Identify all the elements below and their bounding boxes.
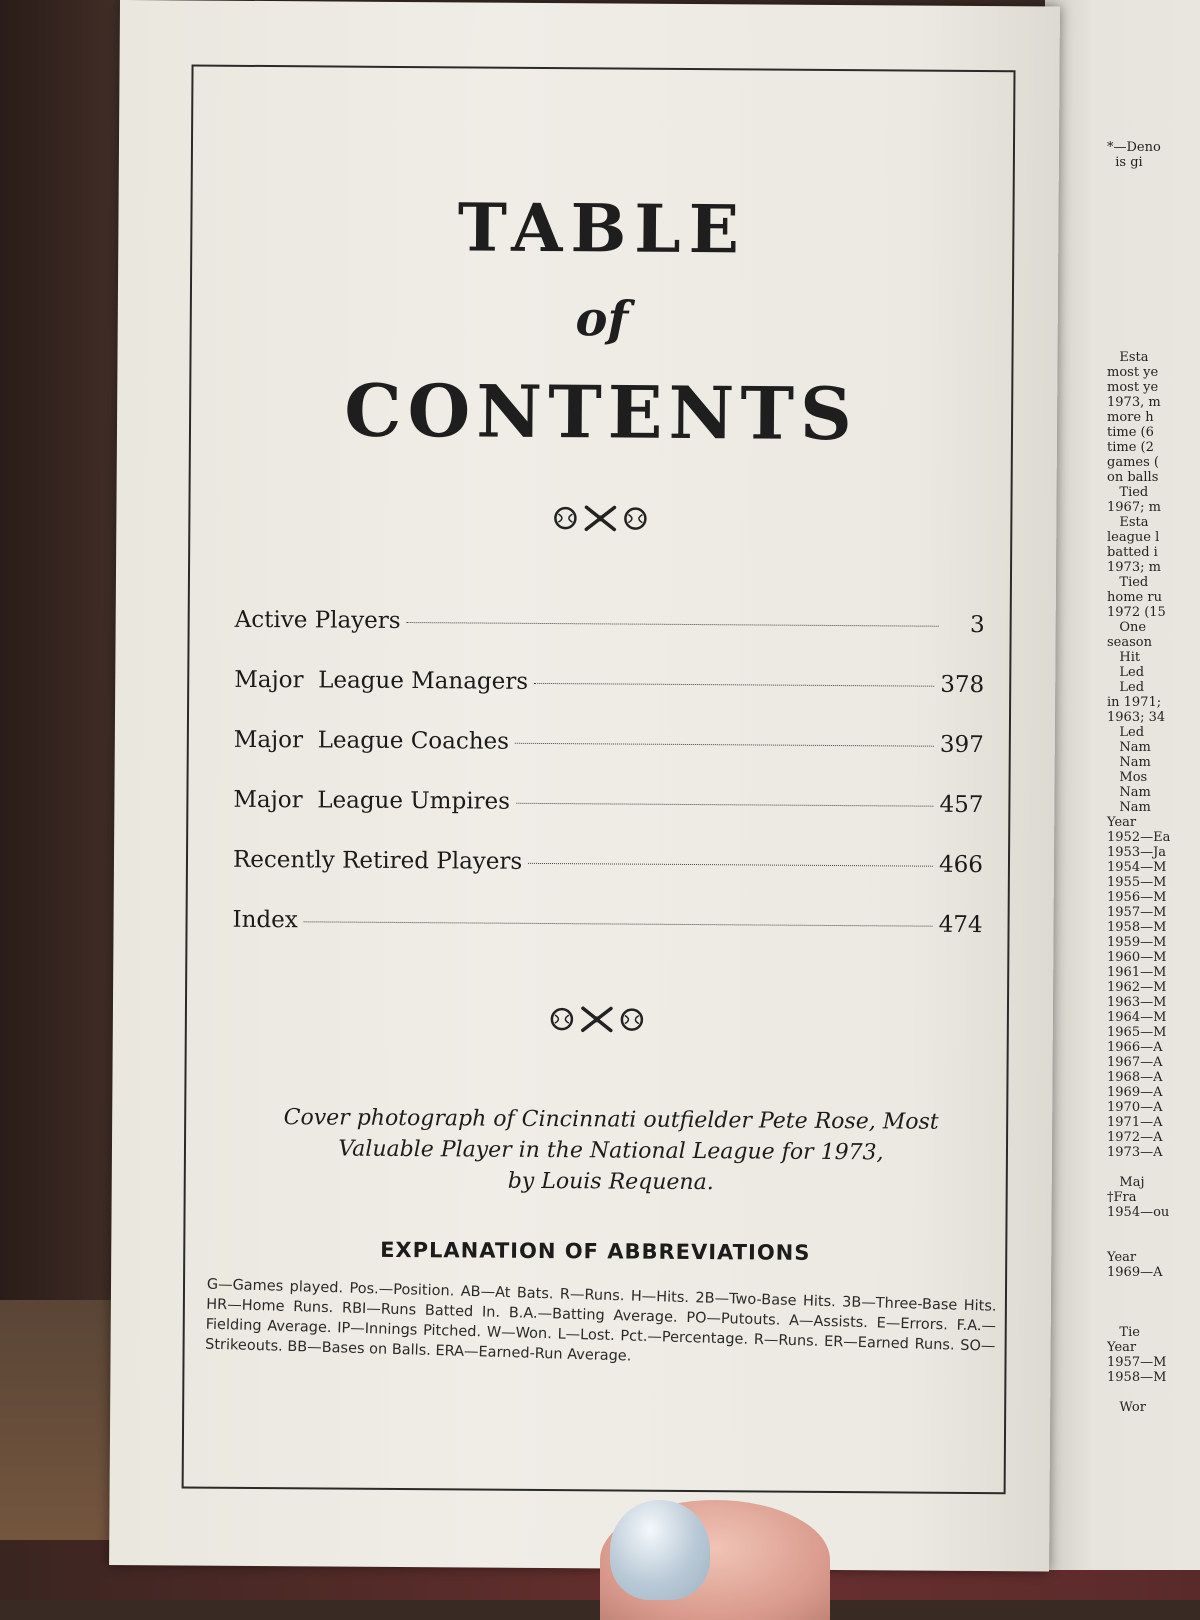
title-table: TABLE — [457, 188, 748, 269]
toc-list — [232, 607, 984, 972]
toc-entry-page: 474 — [938, 911, 983, 939]
toc-entry-label: Major League Coaches — [233, 726, 510, 755]
caption-line: Valuable Player in the National League for 1973, — [338, 1136, 884, 1166]
toc-entry — [233, 787, 983, 852]
caption-line: by Louis Requena. — [507, 1168, 714, 1196]
toc-dot-leader — [407, 622, 939, 627]
toc-entry-label: Index — [232, 906, 298, 934]
right-page — [1045, 0, 1200, 1570]
toc-entry-page: 378 — [940, 671, 985, 699]
toc-entry-page: 397 — [939, 731, 984, 759]
baseball-bats-icon — [549, 1004, 645, 1035]
baseball-bats-icon — [552, 503, 648, 534]
toc-entry — [233, 847, 983, 912]
toc-dot-leader — [534, 683, 934, 687]
toc-dot-leader — [516, 803, 933, 807]
toc-entry-label: Recently Retired Players — [232, 846, 523, 875]
cover-photo-caption — [266, 1102, 957, 1200]
toc-entry — [232, 907, 982, 972]
baseball-bats-ornament-bottom — [187, 1001, 1007, 1037]
toc-entry-page: 466 — [938, 851, 984, 879]
title-contents: CONTENTS — [344, 367, 859, 457]
toc-dot-leader — [304, 921, 933, 926]
toc-entry — [234, 607, 984, 672]
toc-dot-leader — [528, 863, 933, 867]
right-page-text: *—Deno is gi Esta most ye most ye 1973, m more h time (6 time (2 games ( on balls Tied 1967; m Esta league l batted i 1973; m Tied home ru 1972 (15 One season Hit Led Led in 1971; 1963; 34 Led Nam Nam Mos Nam Nam Year 1952—Ea 1953—Ja 1954—M 1955—M 1956—M 1957—M 1958—M 1959—M 1960—M 1961—M 1962—M 1963—M 1964—M 1965—M 1966—A 1967—A 1968—A 1969—A 1970—A 1971—A 1972—A 1973—A Maj †Fra 1954—ou Year 1969—A Tie Year 1957—M 1958—M Wor — [1107, 140, 1171, 1415]
toc-entry — [234, 667, 984, 732]
baseball-bats-ornament-top — [190, 501, 1010, 537]
toc-entry-label: Active Players — [234, 606, 401, 634]
abbreviations-text: G—Games played. Pos.—Position. AB—At Bats. R—Runs. H—Hits. 2B—Two-Base Hits. 3B—Three-Base Hits. HR—Home Runs. RBI—Runs Batted In. B.A.—Batting Average. PO—Putouts. A—Assists. E—Errors. F.A.—Fielding Average. IP—Innings Pitched. W—Won. L—Lost. Pct.—Percentage. R—Runs. ER—Earned Runs. SO—Strikeouts. BB—Bases on Balls. ERA—Earned-Run Average. — [204, 1276, 997, 1365]
abbreviations-heading: EXPLANATION OF ABBREVIATIONS — [380, 1237, 811, 1265]
painted-thumbnail — [610, 1500, 710, 1600]
toc-entry-label: Major League Umpires — [233, 786, 511, 815]
caption-line: Cover photograph of Cincinnati outfielder Pete Rose, Most — [283, 1105, 939, 1135]
title-of: of — [575, 291, 629, 348]
book-page — [109, 0, 1060, 1572]
toc-entry-page: 457 — [939, 791, 984, 819]
toc-entry-page: 3 — [969, 611, 985, 639]
toc-entry — [234, 727, 984, 792]
toc-dot-leader — [515, 743, 934, 747]
toc-entry-label: Major League Managers — [234, 666, 529, 695]
page-border-frame — [182, 65, 1016, 1495]
